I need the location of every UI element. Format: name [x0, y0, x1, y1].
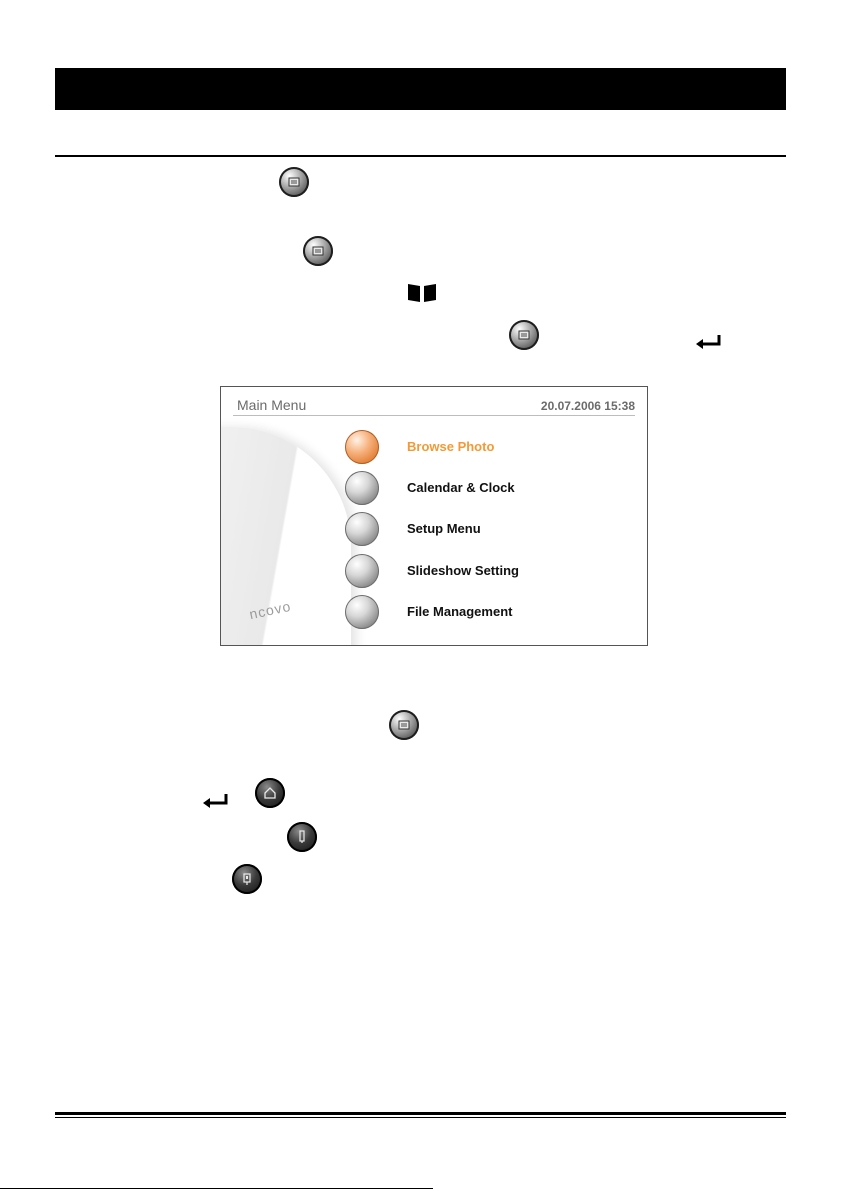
menu-item-label: Browse Photo	[407, 439, 495, 454]
file-icon	[345, 595, 379, 629]
page-footer-line	[0, 1188, 433, 1189]
home-icon	[255, 778, 285, 808]
footer-rule	[55, 1112, 786, 1115]
menu-item-browse-photo[interactable]	[345, 430, 635, 466]
photo-icon	[345, 430, 379, 464]
usb-icon	[232, 864, 262, 894]
enter-icon	[202, 793, 230, 809]
menu-item-calendar-clock[interactable]	[345, 471, 635, 507]
brand-logo: ncovo	[247, 597, 293, 623]
menu-item-label: Slideshow Setting	[407, 563, 519, 578]
menu-button-icon	[389, 710, 419, 740]
gear-icon	[345, 512, 379, 546]
book-icon	[406, 282, 438, 304]
header-bar	[55, 68, 786, 110]
card-icon	[287, 822, 317, 852]
footer-rule-thin	[55, 1117, 786, 1118]
enter-icon	[695, 334, 723, 350]
menu-item-file-management[interactable]	[345, 595, 635, 631]
clock-icon	[345, 471, 379, 505]
menu-button-icon	[509, 320, 539, 350]
title-divider	[233, 415, 635, 416]
main-menu-screenshot	[220, 386, 648, 646]
menu-item-label: Setup Menu	[407, 521, 481, 536]
menu-item-label: Calendar & Clock	[407, 480, 515, 495]
menu-item-slideshow-setting[interactable]	[345, 554, 635, 590]
date-time: 20.07.2006 15:38	[540, 399, 635, 413]
menu-title: Main Menu	[237, 397, 307, 413]
slideshow-icon	[345, 554, 379, 588]
menu-item-setup-menu[interactable]	[345, 512, 635, 548]
section-rule	[55, 155, 786, 157]
menu-item-label: File Management	[407, 604, 513, 619]
menu-button-icon	[279, 167, 309, 197]
menu-button-icon	[303, 236, 333, 266]
